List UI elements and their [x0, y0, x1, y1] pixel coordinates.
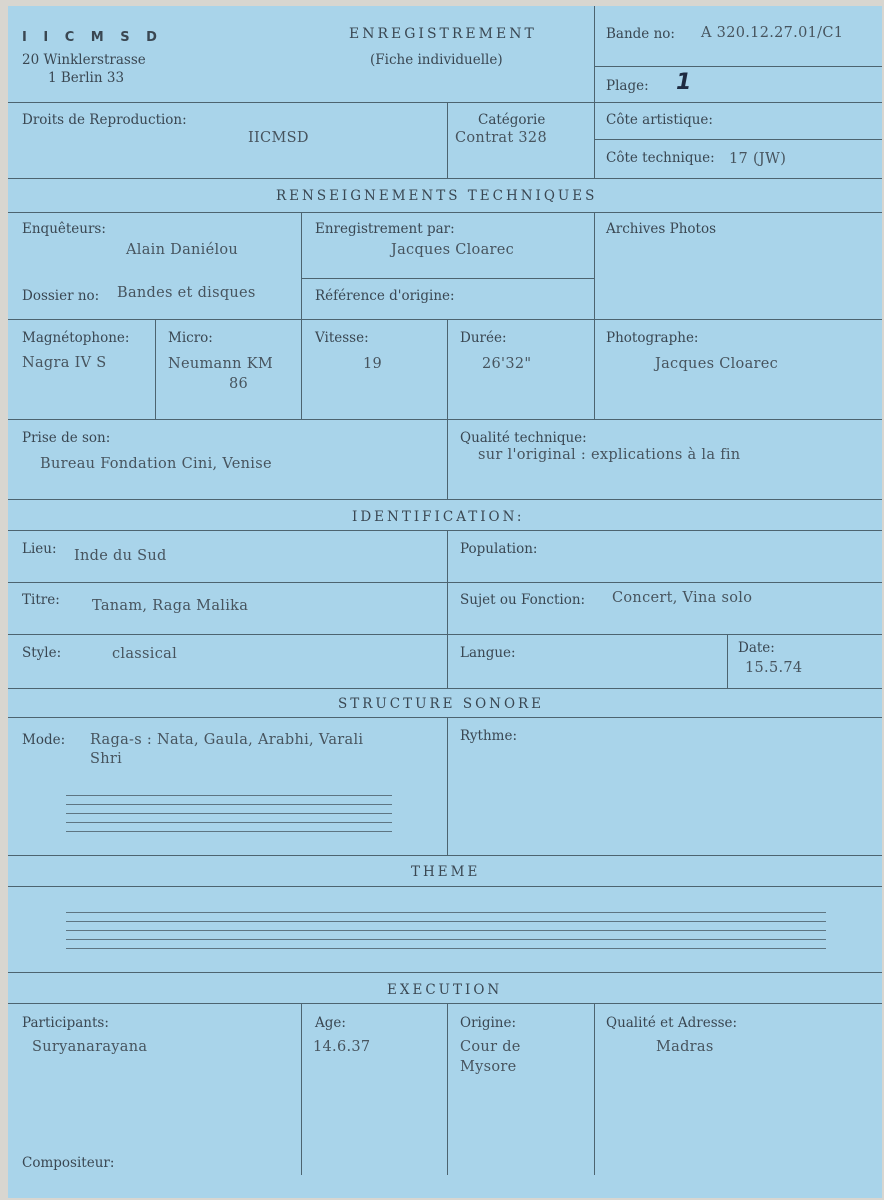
divider	[447, 319, 448, 419]
divider	[594, 66, 882, 67]
titre-value: Tanam, Raga Malika	[92, 598, 249, 614]
cote-artistique-label: Côte artistique:	[606, 112, 713, 128]
reference-origine-label: Référence d'origine:	[315, 288, 455, 304]
archives-photos-label: Archives Photos	[606, 221, 716, 237]
vitesse-label: Vitesse:	[315, 330, 369, 346]
divider	[8, 530, 882, 531]
form-title: ENREGISTREMENT	[349, 26, 537, 42]
mode-value-line2: Shri	[90, 751, 123, 767]
dossier-label: Dossier no:	[22, 288, 100, 304]
qualite-adresse-label: Qualité et Adresse:	[606, 1015, 738, 1031]
divider	[301, 212, 302, 319]
divider	[8, 855, 882, 856]
photographe-label: Photographe:	[606, 330, 699, 346]
divider	[447, 102, 448, 178]
population-label: Population:	[460, 541, 538, 557]
participants-label: Participants:	[22, 1015, 109, 1031]
micro-value: Neumann KM	[168, 356, 273, 372]
divider	[447, 717, 448, 855]
blank-line	[66, 831, 392, 832]
divider	[594, 319, 595, 419]
form-subtitle: (Fiche individuelle)	[370, 52, 503, 68]
dossier-value: Bandes et disques	[117, 285, 256, 301]
org-name: I I C M S D	[22, 30, 163, 45]
divider	[594, 1003, 595, 1175]
age-value: 14.6.37	[313, 1039, 371, 1055]
divider	[594, 212, 595, 319]
plage-label: Plage:	[606, 78, 649, 94]
lieu-label: Lieu:	[22, 541, 57, 557]
droits-label: Droits de Reproduction:	[22, 112, 187, 128]
blank-line	[66, 804, 392, 805]
divider	[8, 178, 882, 179]
qualite-technique-value: sur l'original : explications à la fin	[478, 447, 741, 463]
divider	[594, 139, 882, 140]
participants-value: Suryanarayana	[32, 1039, 148, 1055]
prise-de-son-label: Prise de son:	[22, 430, 111, 446]
style-label: Style:	[22, 645, 62, 661]
prise-de-son-value: Bureau Fondation Cini, Venise	[40, 456, 272, 472]
categorie-value: Contrat 328	[455, 130, 547, 146]
magnetophone-value: Nagra IV S	[22, 355, 107, 371]
categorie-label: Catégorie	[478, 112, 546, 128]
section-heading-structure: STRUCTURE SONORE	[338, 696, 545, 712]
age-label: Age:	[315, 1015, 346, 1031]
duree-label: Durée:	[460, 330, 507, 346]
blank-line	[66, 930, 826, 931]
cote-technique-label: Côte technique:	[606, 150, 715, 166]
enqueteurs-label: Enquêteurs:	[22, 221, 106, 237]
divider	[8, 717, 882, 718]
compositeur-label: Compositeur:	[22, 1155, 115, 1171]
magnetophone-label: Magnétophone:	[22, 330, 130, 346]
photographe-value: Jacques Cloarec	[655, 356, 779, 372]
org-address-city: 1 Berlin 33	[48, 70, 125, 86]
divider	[8, 582, 882, 583]
cote-technique-value: 17 (JW)	[729, 151, 787, 167]
blank-line	[66, 921, 826, 922]
recording-card	[8, 6, 882, 1198]
style-value: classical	[112, 646, 178, 662]
divider	[447, 530, 448, 688]
mode-value: Raga-s : Nata, Gaula, Arabhi, Varali	[90, 732, 364, 748]
date-value: 15.5.74	[745, 660, 803, 676]
mode-label: Mode:	[22, 732, 66, 748]
qualite-adresse-value: Madras	[656, 1039, 714, 1055]
vitesse-value: 19	[363, 356, 383, 372]
date-label: Date:	[738, 640, 775, 656]
micro-label: Micro:	[168, 330, 213, 346]
section-heading-execution: EXECUTION	[387, 982, 503, 998]
org-address-street: 20 Winklerstrasse	[22, 52, 146, 68]
section-heading-technical: RENSEIGNEMENTS TECHNIQUES	[276, 188, 598, 204]
sujet-label: Sujet ou Fonction:	[460, 592, 586, 608]
divider	[447, 1003, 448, 1175]
duree-value: 26'32"	[482, 356, 532, 372]
divider	[301, 1003, 302, 1175]
plage-value: 1	[676, 70, 692, 95]
divider	[301, 278, 594, 279]
rythme-label: Rythme:	[460, 728, 518, 744]
divider	[8, 886, 882, 887]
enregistrement-value: Jacques Cloarec	[391, 242, 515, 258]
droits-value: IICMSD	[248, 130, 309, 146]
divider	[8, 688, 882, 689]
divider	[594, 102, 595, 178]
section-heading-identification: IDENTIFICATION:	[352, 509, 525, 525]
origine-label: Origine:	[460, 1015, 517, 1031]
origine-value-line2: Mysore	[460, 1059, 517, 1075]
divider	[8, 634, 882, 635]
blank-line	[66, 939, 826, 940]
enregistrement-label: Enregistrement par:	[315, 221, 455, 237]
divider	[447, 419, 448, 499]
origine-value: Cour de	[460, 1039, 521, 1055]
divider	[301, 319, 302, 419]
lieu-value: Inde du Sud	[74, 548, 167, 564]
blank-line	[66, 822, 392, 823]
blank-line	[66, 912, 826, 913]
divider	[594, 6, 595, 102]
divider	[8, 319, 882, 320]
section-heading-theme: THEME	[411, 864, 481, 880]
bande-label: Bande no:	[606, 26, 675, 42]
divider	[155, 319, 156, 419]
divider	[8, 499, 882, 500]
divider	[8, 212, 882, 213]
enqueteurs-value: Alain Daniélou	[126, 242, 239, 258]
divider	[8, 419, 882, 420]
divider	[8, 972, 882, 973]
sujet-value: Concert, Vina solo	[612, 590, 753, 606]
bande-value: A 320.12.27.01/C1	[701, 25, 844, 41]
micro-value-line2: 86	[229, 376, 249, 392]
titre-label: Titre:	[22, 592, 60, 608]
divider	[727, 634, 728, 688]
langue-label: Langue:	[460, 645, 516, 661]
qualite-technique-label: Qualité technique:	[460, 430, 587, 446]
blank-line	[66, 813, 392, 814]
blank-line	[66, 948, 826, 949]
blank-line	[66, 795, 392, 796]
divider	[8, 1003, 882, 1004]
divider	[8, 102, 882, 103]
